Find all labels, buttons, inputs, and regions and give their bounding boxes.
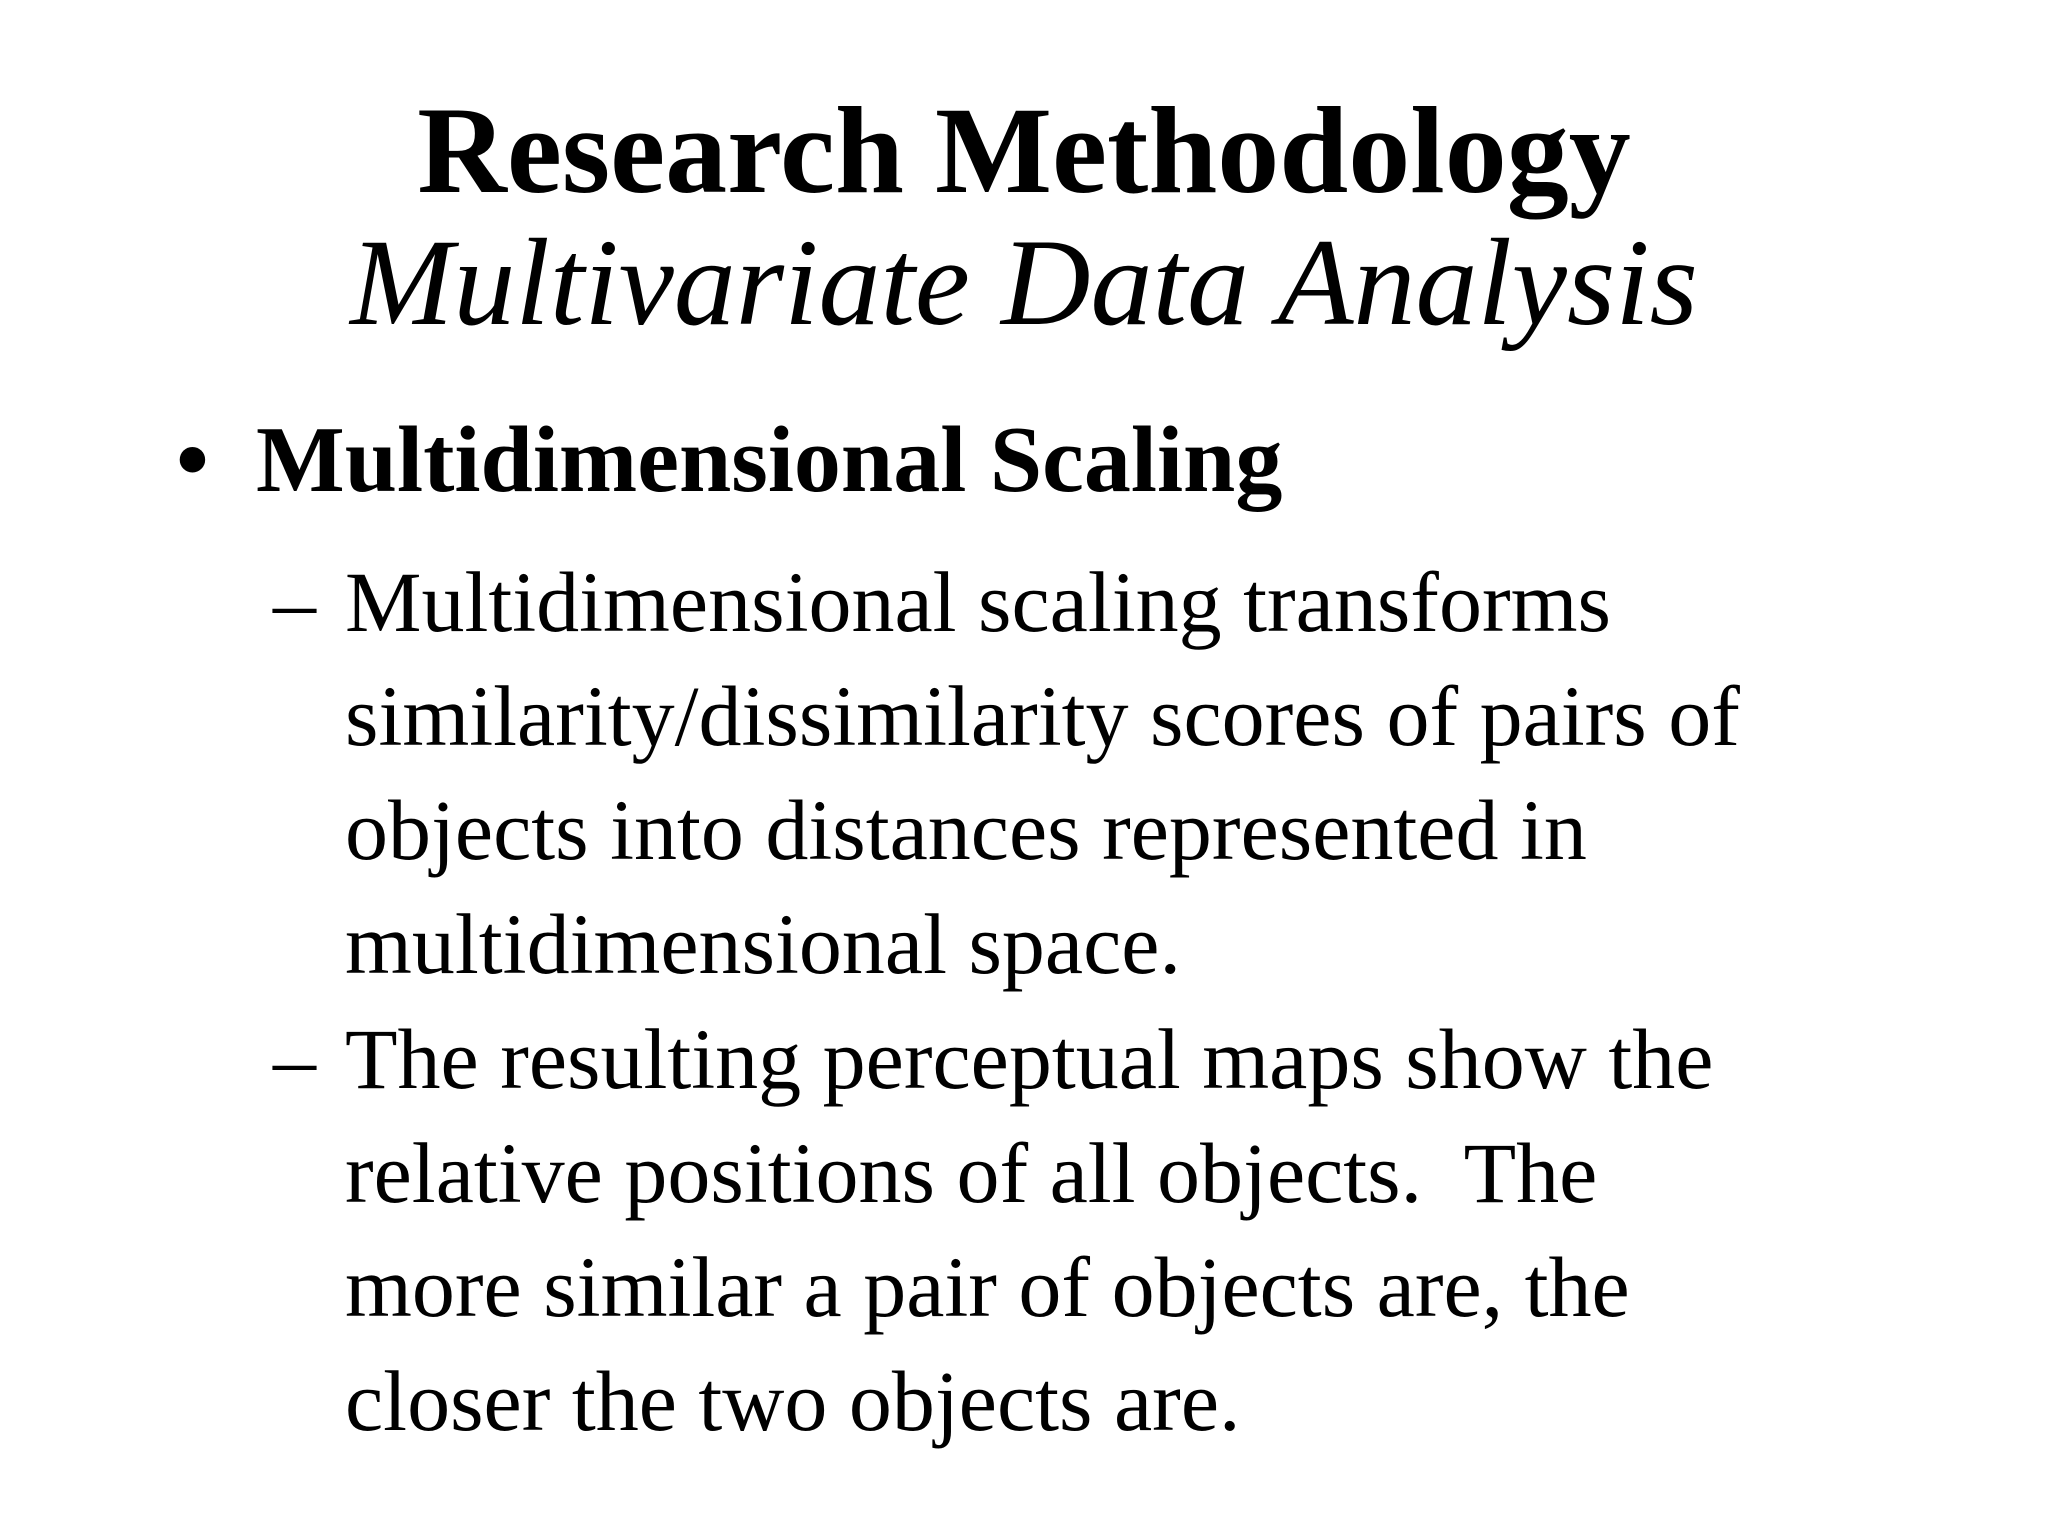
dash-marker: – [273,554,316,650]
sub-bullet-line: closer the two objects are. [345,1353,1241,1449]
sub-bullet-line: more similar a pair of objects are, the [345,1239,1630,1335]
sub-bullet-item [273,545,1985,1001]
bullet-label: Multidimensional Scaling [256,408,1283,512]
sub-bullet-line: objects into distances represented in [345,782,1587,878]
slide-title: Research Methodology [417,82,1631,219]
dash-marker: – [273,1011,316,1107]
title-block [0,82,2048,351]
sub-bullet-line: relative positions of all objects. The [345,1125,1598,1221]
bullet-marker: • [176,408,209,512]
sub-bullet-line: multidimensional space. [345,896,1181,992]
slide-subtitle: Multivariate Data Analysis [350,214,1698,351]
sub-bullet-line: Multidimensional scaling transforms [345,554,1611,650]
sub-bullet-item [273,1002,1985,1458]
sub-bullet-line: The resulting perceptual maps show the [345,1011,1714,1107]
sub-bullet-line: similarity/dissimilarity scores of pairs of [345,668,1740,764]
bullet-item [176,410,1282,510]
